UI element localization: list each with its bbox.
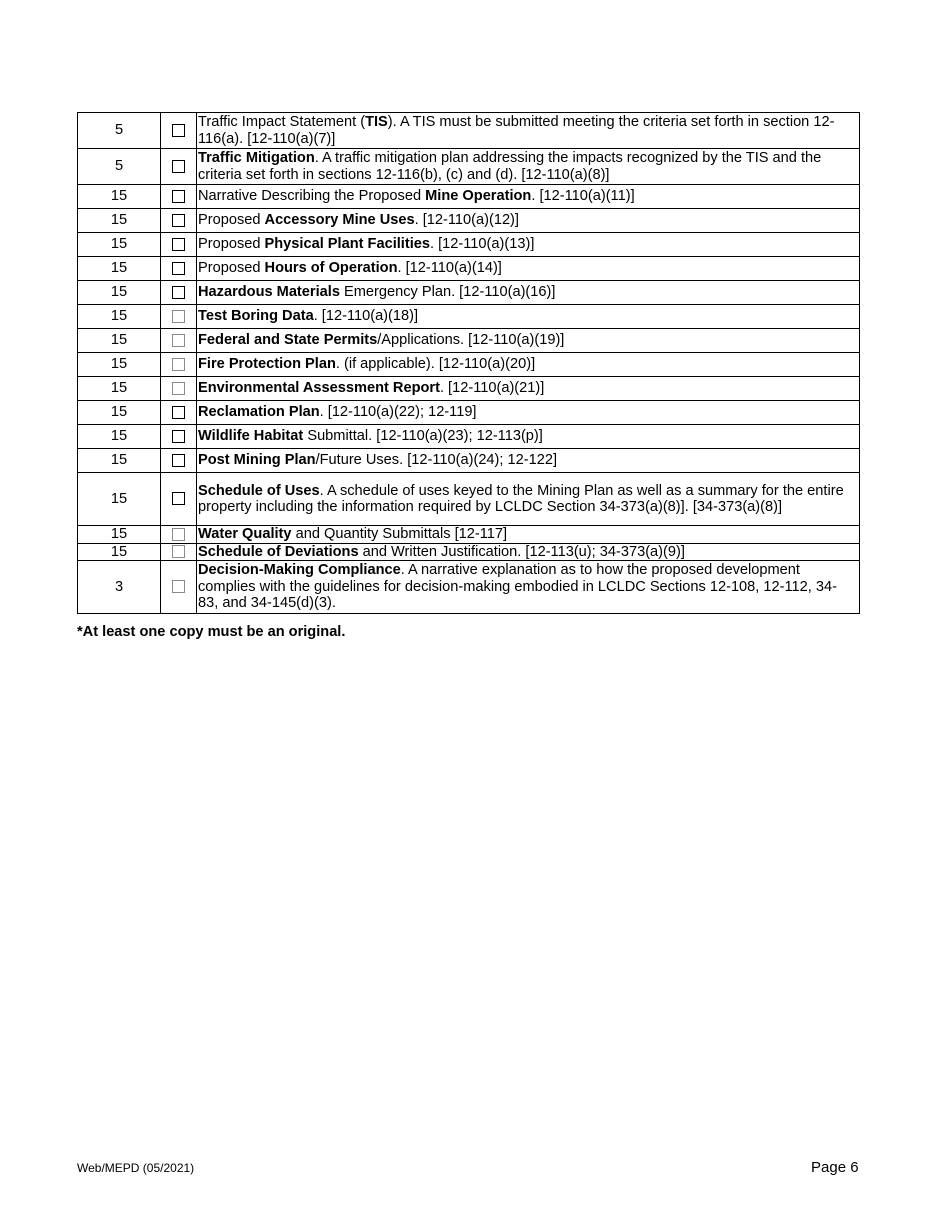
description-text: Traffic Impact Statement ( bbox=[198, 114, 366, 130]
copies-cell: 15 bbox=[78, 449, 161, 473]
description-text: . [12-110(a)(13)] bbox=[430, 236, 535, 253]
description-cell bbox=[197, 329, 860, 353]
table-row bbox=[78, 257, 860, 281]
copies-cell: 15 bbox=[78, 543, 161, 561]
checkbox-cell bbox=[161, 353, 197, 377]
description-cell bbox=[197, 281, 860, 305]
description-bold-text: Decision-Making Compliance bbox=[198, 562, 401, 579]
checkbox-cell bbox=[161, 473, 197, 526]
copies-cell: 15 bbox=[78, 526, 161, 544]
checkbox-cell bbox=[161, 305, 197, 329]
description-text: ). A TIS must be submitted meeting the criteria set forth in section 12-116(a). [12-110(a)(7)] bbox=[198, 114, 835, 147]
checkbox[interactable] bbox=[172, 358, 185, 371]
description-text: . [12-110(a)(11)] bbox=[531, 188, 635, 205]
description-bold-text: Reclamation Plan bbox=[198, 404, 320, 421]
checkbox[interactable] bbox=[172, 382, 185, 395]
description-text: . A traffic mitigation plan addressing the impacts recognized by the TIS and the criteria set forth in sections 12-116(b), (c) and (d). [12-110(a)(8)] bbox=[198, 150, 822, 183]
checkbox[interactable] bbox=[172, 545, 185, 558]
table-row bbox=[78, 449, 860, 473]
copies-cell: 15 bbox=[78, 425, 161, 449]
checkbox[interactable] bbox=[172, 160, 185, 173]
description-bold-text: Schedule of Deviations bbox=[198, 543, 359, 560]
checkbox-cell bbox=[161, 401, 197, 425]
description-text: /Future Uses. [12-110(a)(24); 12-122] bbox=[315, 452, 558, 469]
checkbox[interactable] bbox=[172, 334, 185, 347]
table-row bbox=[78, 305, 860, 329]
description-text: Proposed bbox=[198, 260, 265, 277]
description-text: Narrative Describing the Proposed bbox=[198, 188, 426, 205]
checkbox-cell bbox=[161, 449, 197, 473]
description-cell bbox=[197, 209, 860, 233]
table-row bbox=[78, 113, 860, 149]
description-cell bbox=[197, 449, 860, 473]
description-bold-text: Hours of Operation bbox=[264, 260, 398, 277]
description-bold-text: Post Mining Plan bbox=[198, 452, 316, 469]
description-text: . [12-110(a)(18)] bbox=[313, 308, 419, 325]
description-cell bbox=[197, 526, 860, 544]
checkbox-cell bbox=[161, 149, 197, 185]
checkbox-cell bbox=[161, 543, 197, 561]
description-bold-text: Traffic Mitigation bbox=[198, 150, 315, 166]
table-row bbox=[78, 561, 860, 614]
checkbox-cell bbox=[161, 113, 197, 149]
checkbox-cell bbox=[161, 233, 197, 257]
copies-cell: 15 bbox=[78, 377, 161, 401]
description-cell bbox=[197, 113, 860, 149]
checkbox-cell bbox=[161, 425, 197, 449]
description-text: . [12-110(a)(22); 12-119] bbox=[319, 404, 477, 421]
copies-cell: 15 bbox=[78, 401, 161, 425]
description-text: . [12-110(a)(12)] bbox=[414, 212, 519, 229]
checkbox-cell bbox=[161, 526, 197, 544]
checkbox[interactable] bbox=[172, 492, 185, 505]
copies-cell: 5 bbox=[78, 149, 161, 185]
description-text: Submittal. [12-110(a)(23); 12-113(p)] bbox=[303, 428, 543, 445]
description-cell bbox=[197, 149, 860, 185]
description-bold-text: Hazardous Materials bbox=[198, 284, 340, 301]
checkbox-cell bbox=[161, 281, 197, 305]
description-bold-text: Environmental Assessment Report bbox=[198, 380, 440, 397]
checkbox-cell bbox=[161, 209, 197, 233]
description-cell bbox=[197, 377, 860, 401]
checkbox-cell bbox=[161, 561, 197, 614]
description-bold-text: Water Quality bbox=[198, 526, 292, 542]
table-row bbox=[78, 353, 860, 377]
checkbox[interactable] bbox=[172, 190, 185, 203]
description-text: Emergency Plan. [12-110(a)(16)] bbox=[339, 284, 556, 301]
description-bold-text: Mine Operation bbox=[425, 188, 532, 205]
description-bold-text: Physical Plant Facilities bbox=[264, 236, 431, 253]
table-row bbox=[78, 281, 860, 305]
description-cell bbox=[197, 543, 860, 561]
copies-cell: 3 bbox=[78, 561, 161, 614]
copies-cell: 15 bbox=[78, 281, 161, 305]
description-bold-text: Schedule of Uses bbox=[198, 482, 320, 499]
checkbox-cell bbox=[161, 257, 197, 281]
submittal-checklist-table bbox=[77, 112, 860, 614]
checkbox[interactable] bbox=[172, 124, 185, 137]
checkbox[interactable] bbox=[172, 214, 185, 227]
description-cell bbox=[197, 401, 860, 425]
copies-cell: 15 bbox=[78, 257, 161, 281]
table-row bbox=[78, 526, 860, 544]
description-text: . A narrative explanation as to how the proposed development complies with the guidelines for decision-making embodied in LCLDC Sections 12-108, 12-112, 34-83, and 34-145(d)(3). bbox=[198, 562, 837, 612]
description-cell bbox=[197, 425, 860, 449]
table-row bbox=[78, 401, 860, 425]
checkbox[interactable] bbox=[172, 286, 185, 299]
checkbox[interactable] bbox=[172, 430, 185, 443]
table-row bbox=[78, 149, 860, 185]
checkbox[interactable] bbox=[172, 454, 185, 467]
checkbox[interactable] bbox=[172, 310, 185, 323]
copies-cell: 15 bbox=[78, 473, 161, 526]
table-row bbox=[78, 233, 860, 257]
description-bold-text: Fire Protection Plan bbox=[198, 356, 336, 373]
table-row bbox=[78, 543, 860, 561]
description-text: Proposed bbox=[198, 236, 265, 253]
checkbox-cell bbox=[161, 185, 197, 209]
table-row bbox=[78, 329, 860, 353]
table-row bbox=[78, 473, 860, 526]
description-text: . [12-110(a)(21)] bbox=[439, 380, 545, 397]
description-bold-text: TIS bbox=[365, 114, 388, 130]
description-cell bbox=[197, 257, 860, 281]
checkbox[interactable] bbox=[172, 262, 185, 275]
footer-page-number: Page 6 bbox=[811, 1159, 859, 1176]
checkbox-cell bbox=[161, 329, 197, 353]
table-row bbox=[78, 185, 860, 209]
copies-cell: 15 bbox=[78, 329, 161, 353]
description-text: . A schedule of uses keyed to the Mining Plan as well as a summary for the entire property including the information required by LCLDC Section 34-373(a)(8)]. [34-373(a)(8)] bbox=[198, 482, 844, 515]
description-cell bbox=[197, 561, 860, 614]
description-bold-text: Test Boring Data bbox=[198, 308, 314, 325]
description-bold-text: Accessory Mine Uses bbox=[264, 212, 415, 229]
checkbox-cell bbox=[161, 377, 197, 401]
table-row bbox=[78, 209, 860, 233]
checkbox[interactable] bbox=[172, 406, 185, 419]
copies-cell: 15 bbox=[78, 305, 161, 329]
table-row bbox=[78, 425, 860, 449]
checkbox[interactable] bbox=[172, 580, 185, 593]
original-copy-note: *At least one copy must be an original. bbox=[77, 624, 346, 640]
description-cell bbox=[197, 473, 860, 526]
copies-cell: 15 bbox=[78, 353, 161, 377]
description-bold-text: Wildlife Habitat bbox=[198, 428, 304, 445]
description-cell bbox=[197, 185, 860, 209]
description-bold-text: Federal and State Permits bbox=[198, 332, 378, 349]
checkbox[interactable] bbox=[172, 238, 185, 251]
copies-cell: 15 bbox=[78, 233, 161, 257]
description-text: . (if applicable). [12-110(a)(20)] bbox=[335, 356, 536, 373]
description-text: /Applications. [12-110(a)(19)] bbox=[377, 332, 565, 349]
checkbox[interactable] bbox=[172, 528, 185, 541]
copies-cell: 15 bbox=[78, 209, 161, 233]
description-text: . [12-110(a)(14)] bbox=[397, 260, 502, 277]
table-row bbox=[78, 377, 860, 401]
description-cell bbox=[197, 353, 860, 377]
copies-cell: 5 bbox=[78, 113, 161, 149]
description-text: and Written Justification. [12-113(u); 34-373(a)(9)] bbox=[358, 543, 685, 560]
footer-form-id: Web/MEPD (05/2021) bbox=[77, 1161, 195, 1175]
description-text: Proposed bbox=[198, 212, 265, 229]
description-cell bbox=[197, 233, 860, 257]
description-cell bbox=[197, 305, 860, 329]
copies-cell: 15 bbox=[78, 185, 161, 209]
description-text: and Quantity Submittals [12-117] bbox=[291, 526, 508, 542]
